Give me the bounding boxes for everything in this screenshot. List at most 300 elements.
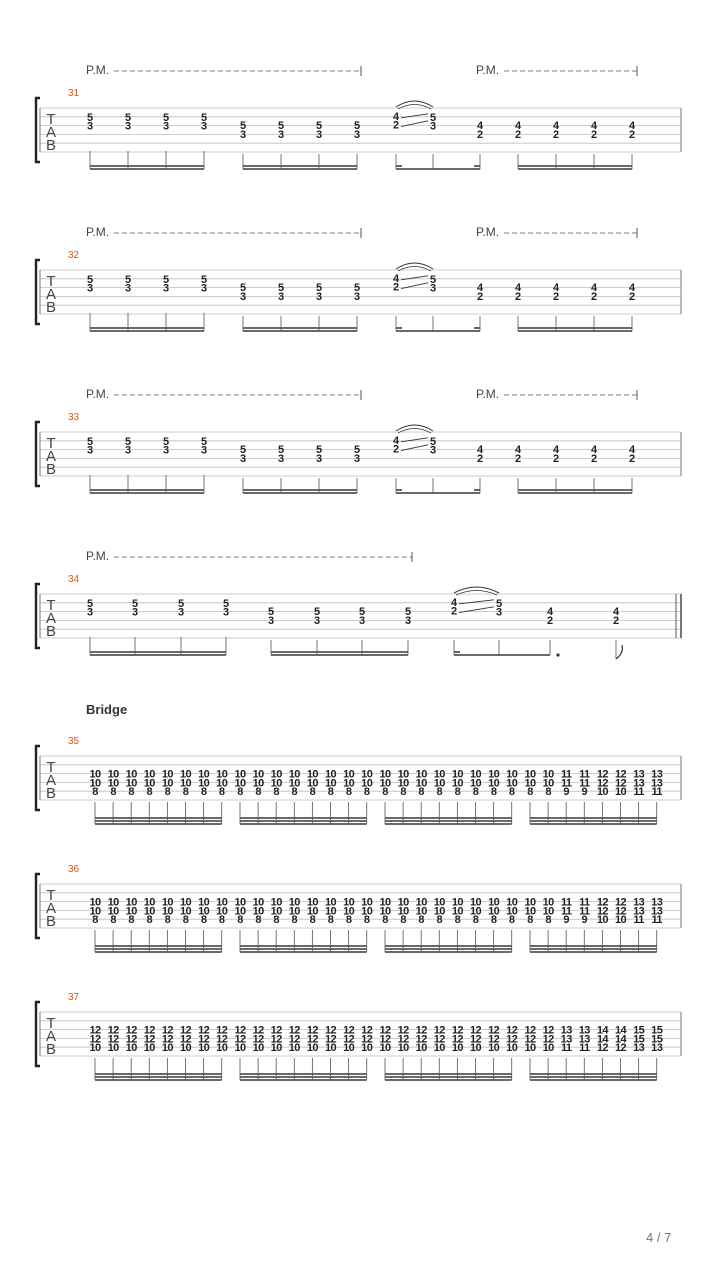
fret-number: 8 — [400, 786, 406, 799]
fret-number: 8 — [164, 914, 171, 927]
fret-number: 5 — [162, 435, 170, 448]
fret-number: 10 — [89, 896, 101, 909]
fret-number: 2 — [476, 128, 484, 141]
tab-letter: A — [45, 610, 57, 627]
fret-number: 10 — [125, 768, 137, 781]
fret-number: 10 — [451, 896, 463, 909]
fret-number: 3 — [313, 614, 321, 627]
fret-number: 11 — [579, 1042, 590, 1055]
fret-number: 8 — [490, 786, 497, 799]
tab-letter: T — [46, 759, 56, 776]
fret-number: 8 — [363, 914, 370, 927]
fret-number: 10 — [524, 777, 536, 790]
fret-number: 10 — [524, 1042, 536, 1055]
fret-number: 12 — [506, 1024, 518, 1037]
fret-number: 5 — [353, 444, 361, 457]
fret-number: 10 — [451, 768, 463, 781]
fret-number: 10 — [415, 777, 427, 790]
fret-number: 3 — [239, 452, 247, 465]
fret-number: 12 — [234, 1033, 246, 1046]
fret-number: 10 — [397, 905, 409, 918]
fret-number: 8 — [327, 914, 334, 927]
fret-number: 10 — [361, 896, 373, 909]
fret-number: 5 — [239, 120, 247, 133]
fret-number: 10 — [433, 768, 445, 781]
fret-number: 12 — [415, 1033, 427, 1046]
fret-number: 4 — [476, 444, 484, 457]
palm-mute-label: P.M. — [86, 63, 110, 77]
fret-number: 11 — [579, 768, 590, 781]
fret-number: 8 — [255, 914, 261, 927]
fret-number: 8 — [182, 786, 189, 799]
fret-number: 2 — [546, 614, 554, 627]
fret-number: 10 — [143, 896, 155, 909]
fret-number: 10 — [343, 768, 355, 781]
fret-number: 12 — [306, 1033, 318, 1046]
fret-number: 8 — [92, 786, 98, 799]
fret-number: 12 — [324, 1024, 337, 1037]
fret-number: 10 — [451, 1042, 463, 1055]
fret-number: 10 — [234, 896, 246, 909]
fret-number: 10 — [270, 777, 282, 790]
bar-number: 31 — [68, 88, 80, 99]
fret-number: 3 — [177, 606, 185, 619]
fret-number: 10 — [288, 777, 300, 790]
fret-number: 10 — [469, 768, 482, 781]
fret-number: 12 — [596, 905, 608, 918]
fret-number: 3 — [86, 282, 94, 295]
fret-number: 2 — [476, 452, 484, 465]
fret-number: 3 — [162, 282, 170, 295]
fret-number: 10 — [324, 896, 337, 909]
fret-number: 8 — [164, 786, 171, 799]
palm-mute-label: P.M. — [86, 549, 110, 563]
fret-number: 4 — [392, 110, 400, 123]
fret-number: 12 — [451, 1033, 463, 1046]
fret-number: 10 — [488, 777, 500, 790]
fret-number: 2 — [450, 605, 458, 618]
fret-number: 8 — [436, 786, 443, 799]
fret-number: 5 — [267, 606, 275, 619]
fret-number: 2 — [392, 281, 400, 294]
fret-number: 10 — [379, 777, 391, 790]
bar-number: 34 — [68, 574, 80, 585]
system-bracket-icon — [36, 1002, 40, 1066]
fret-number: 2 — [552, 290, 560, 303]
palm-mute-label: P.M. — [86, 225, 110, 239]
fret-number: 10 — [469, 1042, 482, 1055]
fret-number: 10 — [252, 1042, 264, 1055]
fret-number: 3 — [124, 120, 132, 133]
fret-number: 10 — [143, 1042, 155, 1055]
tab-letter: A — [45, 772, 57, 789]
fret-number: 12 — [125, 1033, 137, 1046]
fret-number: 10 — [125, 1042, 137, 1055]
slur-icon — [396, 101, 433, 107]
fret-number: 12 — [542, 1024, 554, 1037]
tab-letter: B — [45, 785, 57, 802]
fret-number: 11 — [651, 786, 662, 799]
fret-number: 11 — [579, 905, 590, 918]
fret-number: 8 — [291, 914, 298, 927]
fret-number: 12 — [288, 1033, 300, 1046]
fret-number: 10 — [216, 905, 228, 918]
fret-number: 10 — [234, 905, 246, 918]
fret-number: 10 — [506, 777, 518, 790]
fret-number: 11 — [651, 914, 662, 927]
flag-icon — [616, 645, 622, 659]
fret-number: 10 — [107, 905, 119, 918]
fret-number: 13 — [560, 1033, 572, 1046]
fret-number: 3 — [239, 128, 247, 141]
fret-number: 4 — [476, 120, 484, 133]
fret-number: 10 — [270, 1042, 282, 1055]
fret-number: 12 — [614, 1042, 627, 1055]
fret-number: 10 — [161, 768, 173, 781]
palm-mute-label: P.M. — [86, 387, 110, 401]
fret-number: 3 — [239, 290, 247, 303]
fret-number: 10 — [433, 1042, 445, 1055]
tab-letter: T — [46, 597, 56, 614]
fret-number: 3 — [131, 606, 139, 619]
fret-number: 10 — [379, 896, 391, 909]
fret-number: 3 — [277, 128, 285, 141]
tab-letter: B — [45, 137, 57, 154]
tab-letter: T — [46, 435, 56, 452]
tab-letter: A — [45, 286, 57, 303]
fret-number: 3 — [124, 282, 132, 295]
palm-mute-label: P.M. — [476, 63, 500, 77]
fret-number: 12 — [397, 1024, 409, 1037]
fret-number: 5 — [124, 273, 132, 286]
fret-number: 10 — [361, 768, 373, 781]
fret-number: 8 — [472, 786, 479, 799]
fret-number: 8 — [182, 914, 189, 927]
fret-number: 8 — [345, 786, 352, 799]
fret-number: 12 — [469, 1033, 482, 1046]
fret-number: 8 — [454, 914, 461, 927]
fret-number: 5 — [429, 111, 437, 124]
fret-number: 10 — [542, 1042, 554, 1055]
fret-number: 10 — [234, 777, 246, 790]
fret-number: 12 — [614, 777, 627, 790]
fret-number: 8 — [345, 914, 352, 927]
fret-number: 3 — [124, 444, 132, 457]
fret-number: 12 — [433, 1033, 445, 1046]
fret-number: 10 — [198, 777, 210, 790]
tab-letter: T — [46, 273, 56, 290]
fret-number: 4 — [590, 120, 598, 133]
fret-number: 10 — [324, 1042, 337, 1055]
fret-number: 14 — [614, 1024, 627, 1037]
fret-number: 8 — [508, 914, 515, 927]
fret-number: 12 — [379, 1024, 391, 1037]
fret-number: 8 — [273, 914, 279, 927]
section-title: Bridge — [86, 702, 128, 717]
fret-number: 3 — [86, 444, 94, 457]
fret-number: 10 — [89, 905, 101, 918]
fret-number: 12 — [198, 1024, 210, 1037]
fret-number: 4 — [450, 596, 458, 609]
fret-number: 5 — [222, 597, 230, 610]
fret-number: 10 — [89, 1042, 101, 1055]
fret-number: 10 — [415, 896, 427, 909]
fret-number: 3 — [429, 444, 437, 457]
fret-number: 13 — [560, 1024, 572, 1037]
fret-number: 3 — [162, 120, 170, 133]
palm-mute-label: P.M. — [476, 387, 500, 401]
fret-number: 10 — [488, 905, 500, 918]
fret-number: 5 — [162, 273, 170, 286]
fret-number: 12 — [89, 1033, 101, 1046]
fret-number: 10 — [469, 896, 482, 909]
fret-number: 10 — [361, 1042, 373, 1055]
fret-number: 10 — [179, 905, 192, 918]
fret-number: 8 — [418, 914, 424, 927]
fret-number: 8 — [490, 914, 497, 927]
fret-number: 12 — [415, 1024, 427, 1037]
fret-number: 8 — [436, 914, 443, 927]
fret-number: 8 — [110, 914, 116, 927]
fret-number: 8 — [327, 786, 334, 799]
fret-number: 5 — [124, 111, 132, 124]
fret-number: 10 — [343, 777, 355, 790]
fret-number: 12 — [488, 1024, 500, 1037]
fret-number: 12 — [361, 1024, 373, 1037]
fret-number: 9 — [563, 786, 569, 799]
fret-number: 10 — [288, 768, 300, 781]
fret-number: 3 — [222, 606, 230, 619]
system-bracket-icon — [36, 584, 40, 648]
fret-number: 11 — [633, 786, 644, 799]
fret-number: 10 — [107, 896, 119, 909]
fret-number: 10 — [234, 1042, 246, 1055]
fret-number: 12 — [596, 777, 608, 790]
fret-number: 11 — [579, 896, 590, 909]
fret-number: 8 — [128, 914, 134, 927]
fret-number: 10 — [270, 896, 282, 909]
fret-number: 12 — [252, 1024, 264, 1037]
fret-number: 13 — [633, 905, 645, 918]
fret-number: 11 — [560, 905, 572, 918]
fret-number: 3 — [429, 120, 437, 133]
fret-number: 5 — [200, 111, 208, 124]
fret-number: 10 — [397, 896, 409, 909]
fret-number: 12 — [270, 1024, 282, 1037]
fret-number: 10 — [198, 905, 210, 918]
fret-number: 12 — [596, 768, 608, 781]
fret-number: 12 — [252, 1033, 264, 1046]
fret-number: 2 — [392, 443, 400, 456]
fret-number: 12 — [614, 905, 627, 918]
fret-number: 10 — [469, 905, 482, 918]
fret-number: 3 — [358, 614, 366, 627]
fret-number: 2 — [552, 452, 560, 465]
fret-number: 3 — [315, 452, 323, 465]
fret-number: 4 — [552, 282, 560, 295]
fret-number: 12 — [288, 1024, 300, 1037]
fret-number: 3 — [267, 614, 275, 627]
fret-number: 11 — [560, 777, 572, 790]
fret-number: 10 — [415, 768, 427, 781]
fret-number: 12 — [343, 1033, 355, 1046]
fret-number: 10 — [143, 905, 155, 918]
fret-number: 5 — [239, 444, 247, 457]
fret-number: 10 — [379, 1042, 391, 1055]
fret-number: 12 — [179, 1024, 192, 1037]
fret-number: 10 — [288, 896, 300, 909]
slur-icon — [396, 425, 433, 431]
fret-number: 10 — [524, 896, 536, 909]
fret-number: 10 — [216, 1042, 228, 1055]
fret-number: 13 — [633, 777, 645, 790]
fret-number: 10 — [198, 1042, 210, 1055]
fret-number: 12 — [324, 1033, 337, 1046]
tab-letter: B — [45, 913, 57, 930]
fret-number: 12 — [216, 1024, 228, 1037]
fret-number: 3 — [404, 614, 412, 627]
fret-number: 5 — [495, 597, 503, 610]
fret-number: 10 — [361, 777, 373, 790]
fret-number: 3 — [277, 452, 285, 465]
fret-number: 5 — [353, 120, 361, 133]
slide-line — [459, 600, 494, 604]
fret-number: 11 — [579, 777, 590, 790]
fret-number: 12 — [198, 1033, 210, 1046]
fret-number: 8 — [527, 786, 533, 799]
fret-number: 10 — [324, 905, 337, 918]
fret-number: 15 — [633, 1033, 645, 1046]
fret-number: 3 — [353, 128, 361, 141]
tab-letter: B — [45, 623, 57, 640]
fret-number: 12 — [488, 1033, 500, 1046]
fret-number: 3 — [315, 128, 323, 141]
fret-number: 10 — [596, 914, 608, 927]
fret-number: 3 — [495, 606, 503, 619]
fret-number: 10 — [198, 768, 210, 781]
fret-number: 4 — [514, 282, 522, 295]
fret-number: 10 — [252, 768, 264, 781]
fret-number: 5 — [162, 111, 170, 124]
fret-number: 4 — [590, 444, 598, 457]
page-number: 4 / 7 — [646, 1230, 672, 1245]
fret-number: 12 — [143, 1033, 155, 1046]
fret-number: 12 — [161, 1024, 173, 1037]
fret-number: 10 — [415, 1042, 427, 1055]
fret-number: 8 — [508, 786, 515, 799]
fret-number: 10 — [343, 896, 355, 909]
fret-number: 10 — [216, 896, 228, 909]
fret-number: 8 — [454, 786, 461, 799]
slur-icon — [454, 587, 499, 593]
fret-number: 10 — [198, 896, 210, 909]
fret-number: 12 — [506, 1033, 518, 1046]
fret-number: 5 — [404, 606, 412, 619]
fret-number: 10 — [324, 768, 337, 781]
fret-number: 10 — [397, 1042, 409, 1055]
fret-number: 10 — [179, 1042, 192, 1055]
fret-number: 2 — [628, 452, 636, 465]
fret-number: 2 — [612, 614, 620, 627]
fret-number: 13 — [651, 777, 663, 790]
fret-number: 13 — [633, 1042, 645, 1055]
fret-number: 10 — [125, 896, 137, 909]
fret-number: 8 — [382, 914, 388, 927]
fret-number: 10 — [397, 777, 409, 790]
fret-number: 10 — [270, 905, 282, 918]
fret-number: 10 — [596, 786, 608, 799]
fret-number: 10 — [379, 768, 391, 781]
fret-number: 12 — [397, 1033, 409, 1046]
fret-number: 4 — [628, 120, 636, 133]
fret-number: 2 — [514, 452, 522, 465]
fret-number: 8 — [363, 786, 370, 799]
fret-number: 8 — [146, 914, 153, 927]
fret-number: 5 — [277, 444, 285, 457]
fret-number: 10 — [506, 905, 518, 918]
fret-number: 4 — [628, 282, 636, 295]
fret-number: 10 — [89, 768, 101, 781]
fret-number: 4 — [392, 272, 400, 285]
fret-number: 3 — [86, 606, 94, 619]
dot-icon — [556, 653, 559, 656]
bar-number: 32 — [68, 250, 80, 261]
fret-number: 12 — [343, 1024, 355, 1037]
system-bracket-icon — [36, 874, 40, 938]
fret-number: 15 — [651, 1033, 663, 1046]
fret-number: 10 — [614, 786, 627, 799]
fret-number: 5 — [239, 282, 247, 295]
fret-number: 10 — [288, 1042, 300, 1055]
fret-number: 10 — [143, 768, 155, 781]
fret-number: 4 — [590, 282, 598, 295]
fret-number: 10 — [125, 905, 137, 918]
fret-number: 12 — [614, 768, 627, 781]
fret-number: 10 — [161, 1042, 173, 1055]
fret-number: 9 — [581, 914, 588, 927]
fret-number: 5 — [131, 597, 139, 610]
fret-number: 4 — [628, 444, 636, 457]
fret-number: 9 — [563, 914, 569, 927]
fret-number: 10 — [324, 777, 337, 790]
fret-number: 10 — [306, 896, 318, 909]
fret-number: 8 — [128, 786, 134, 799]
fret-number: 14 — [614, 1033, 627, 1046]
fret-number: 4 — [612, 606, 620, 619]
fret-number: 10 — [506, 896, 518, 909]
fret-number: 10 — [143, 777, 155, 790]
fret-number: 3 — [315, 290, 323, 303]
bar-number: 36 — [68, 864, 80, 875]
fret-number: 10 — [161, 905, 173, 918]
fret-number: 12 — [270, 1033, 282, 1046]
fret-number: 11 — [560, 768, 572, 781]
fret-number: 12 — [216, 1033, 228, 1046]
tab-letter: B — [45, 461, 57, 478]
fret-number: 3 — [429, 282, 437, 295]
fret-number: 5 — [429, 273, 437, 286]
fret-number: 8 — [545, 914, 551, 927]
fret-number: 5 — [124, 435, 132, 448]
fret-number: 13 — [651, 896, 663, 909]
fret-number: 8 — [218, 914, 225, 927]
tab-letter: B — [45, 299, 57, 316]
fret-number: 12 — [524, 1024, 536, 1037]
fret-number: 5 — [315, 444, 323, 457]
fret-number: 10 — [179, 896, 192, 909]
tab-letter: A — [45, 124, 57, 141]
fret-number: 10 — [107, 768, 119, 781]
